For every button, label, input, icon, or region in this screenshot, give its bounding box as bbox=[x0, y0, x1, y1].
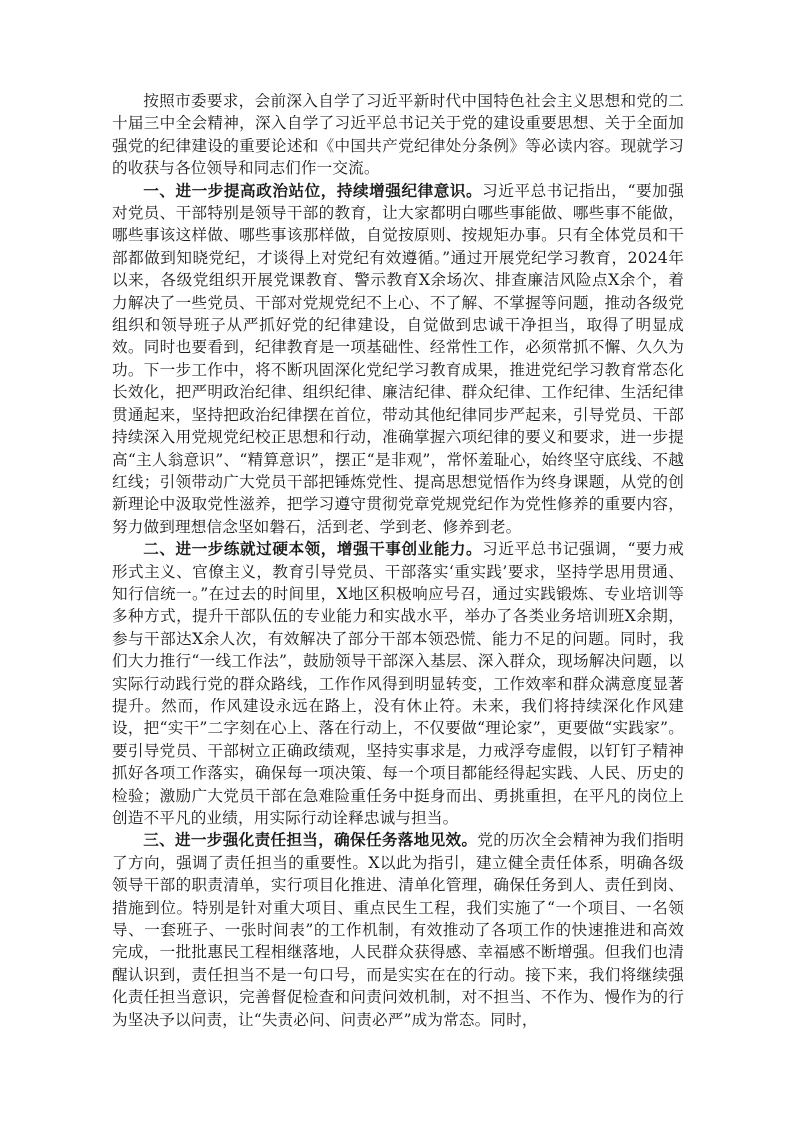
section-1-heading: 一、进一步提高政治站位，持续增强纪律意识。 bbox=[143, 180, 483, 200]
section-1-text: 习近平总书记指出，“要加强对党员、干部特别是领导干部的教育，让大家都明白哪些事能做、哪些事不能做，哪些事该这样做、哪些事该那样做，自觉按原则、按规矩办事。只有全体党员和干部都做到知晓党纪，才谈得上对党纪有效遵循。”通过开展党纪学习教育，2024年以来，各级党组织开展党课教育、警示教育X余场次、排查廉洁风险点X余个，着力解决了一些党员、干部对党规党纪不上心、不了解、不掌握等问题，推动各级党组织和领导班子从严抓好党的纪律建设，自觉做到忠诚干净担当，取得了明显成效。同时也要看到，纪律教育是一项基础性、经常性工作，必须常抓不懈、久久为功。下一步工作中，将不断巩固深化党纪学习教育成果，推进党纪学习教育常态化长效化，把严明政治纪律、组织纪律、廉洁纪律、群众纪律、工作纪律、生活纪律贯通起来，坚持把政治纪律摆在首位，带动其他纪律同步严起来，引导党员、干部持续深入用党规党纪校正思想和行动，准确掌握六项纪律的要义和要求，进一步提高“主人翁意识”、“精算意识”，摆正“是非观”，常怀羞耻心，始终坚守底线、不越红线；引领带动广大党员干部把锤炼党性、提高思想觉悟作为终身课题，从党的创新理论中汲取党性滋养，把学习遵守贯彻党章党规党纪作为党性修养的重要内容，努力做到理想信念坚如磐石，活到老、学到老、修养到老。 bbox=[112, 181, 684, 536]
section-2-heading: 二、进一步练就过硬本领，增强干事创业能力。 bbox=[143, 539, 483, 559]
section-3-heading: 三、进一步强化责任担当，确保任务落地见效。 bbox=[143, 830, 478, 850]
paragraph-section-3 bbox=[112, 829, 684, 1031]
section-3-text: 党的历次全会精神为我们指明了方向，强调了责任担当的重要性。X以此为指引，建立健全责任体系，明确各级领导干部的职责清单，实行项目化推进、清单化管理，确保任务到人、责任到岗、措施到位。特别是针对重大项目、重点民生工程，我们实施了“一个项目、一名领导、一套班子、一张时间表”的工作机制，有效推动了各项工作的快速推进和高效完成，一批批惠民工程相继落地，人民群众获得感、幸福感不断增强。但我们也清醒认识到，责任担当不是一句口号，而是实实在在的行动。接下来，我们将继续强化责任担当意识，完善督促检查和问责问效机制，对不担当、不作为、慢作为的行为坚决予以问责，让“失责必问、问责必严”成为常态。同时， bbox=[112, 831, 685, 1029]
document-body bbox=[112, 90, 684, 1031]
paragraph-text: 按照市委要求，会前深入自学了习近平新时代中国特色社会主义思想和党的二十届三中全会精神，深入自学了习近平总书记关于党的建设重要思想、关于全面加强党的纪律建设的重要论述和《中国共产党纪律处分条例》等必读内容。现就学习的收获与各位领导和同志们作一交流。 bbox=[112, 92, 684, 178]
paragraph-section-2 bbox=[112, 538, 684, 829]
section-2-text: 习近平总书记强调，“要力戒形式主义、官僚主义，教育引导党员、干部落实‘重实践’要求，坚持学思用贯通、知行信统一。”在过去的时间里，X地区积极响应号召，通过实践锻炼、专业培训等多种方式，提升干部队伍的专业能力和实战水平，举办了各类业务培训班X余期，参与干部达X余人次，有效解决了部分干部本领恐慌、能力不足的问题。同时，我们大力推行“一线工作法”，鼓励领导干部深入基层、深入群众，现场解决问题，以实际行动践行党的群众路线，工作作风得到明显转变，工作效率和群众满意度显著提升。然而，作风建设永远在路上，没有休止符。未来，我们将持续深化作风建设，把“实干”二字刻在心上、落在行动上，不仅要做“理论家”，更要做“实践家”。要引导党员、干部树立正确政绩观，坚持实事求是，力戒浮夸虚假，以钉钉子精神抓好各项工作落实，确保每一项决策、每一个项目都能经得起实践、人民、历史的检验；激励广大党员干部在急难险重任务中挺身而出、勇挑重担，在平凡的岗位上创造不平凡的业绩，用实际行动诠释忠诚与担当。 bbox=[112, 540, 684, 827]
paragraph-intro bbox=[112, 90, 684, 180]
paragraph-section-1 bbox=[112, 180, 684, 539]
